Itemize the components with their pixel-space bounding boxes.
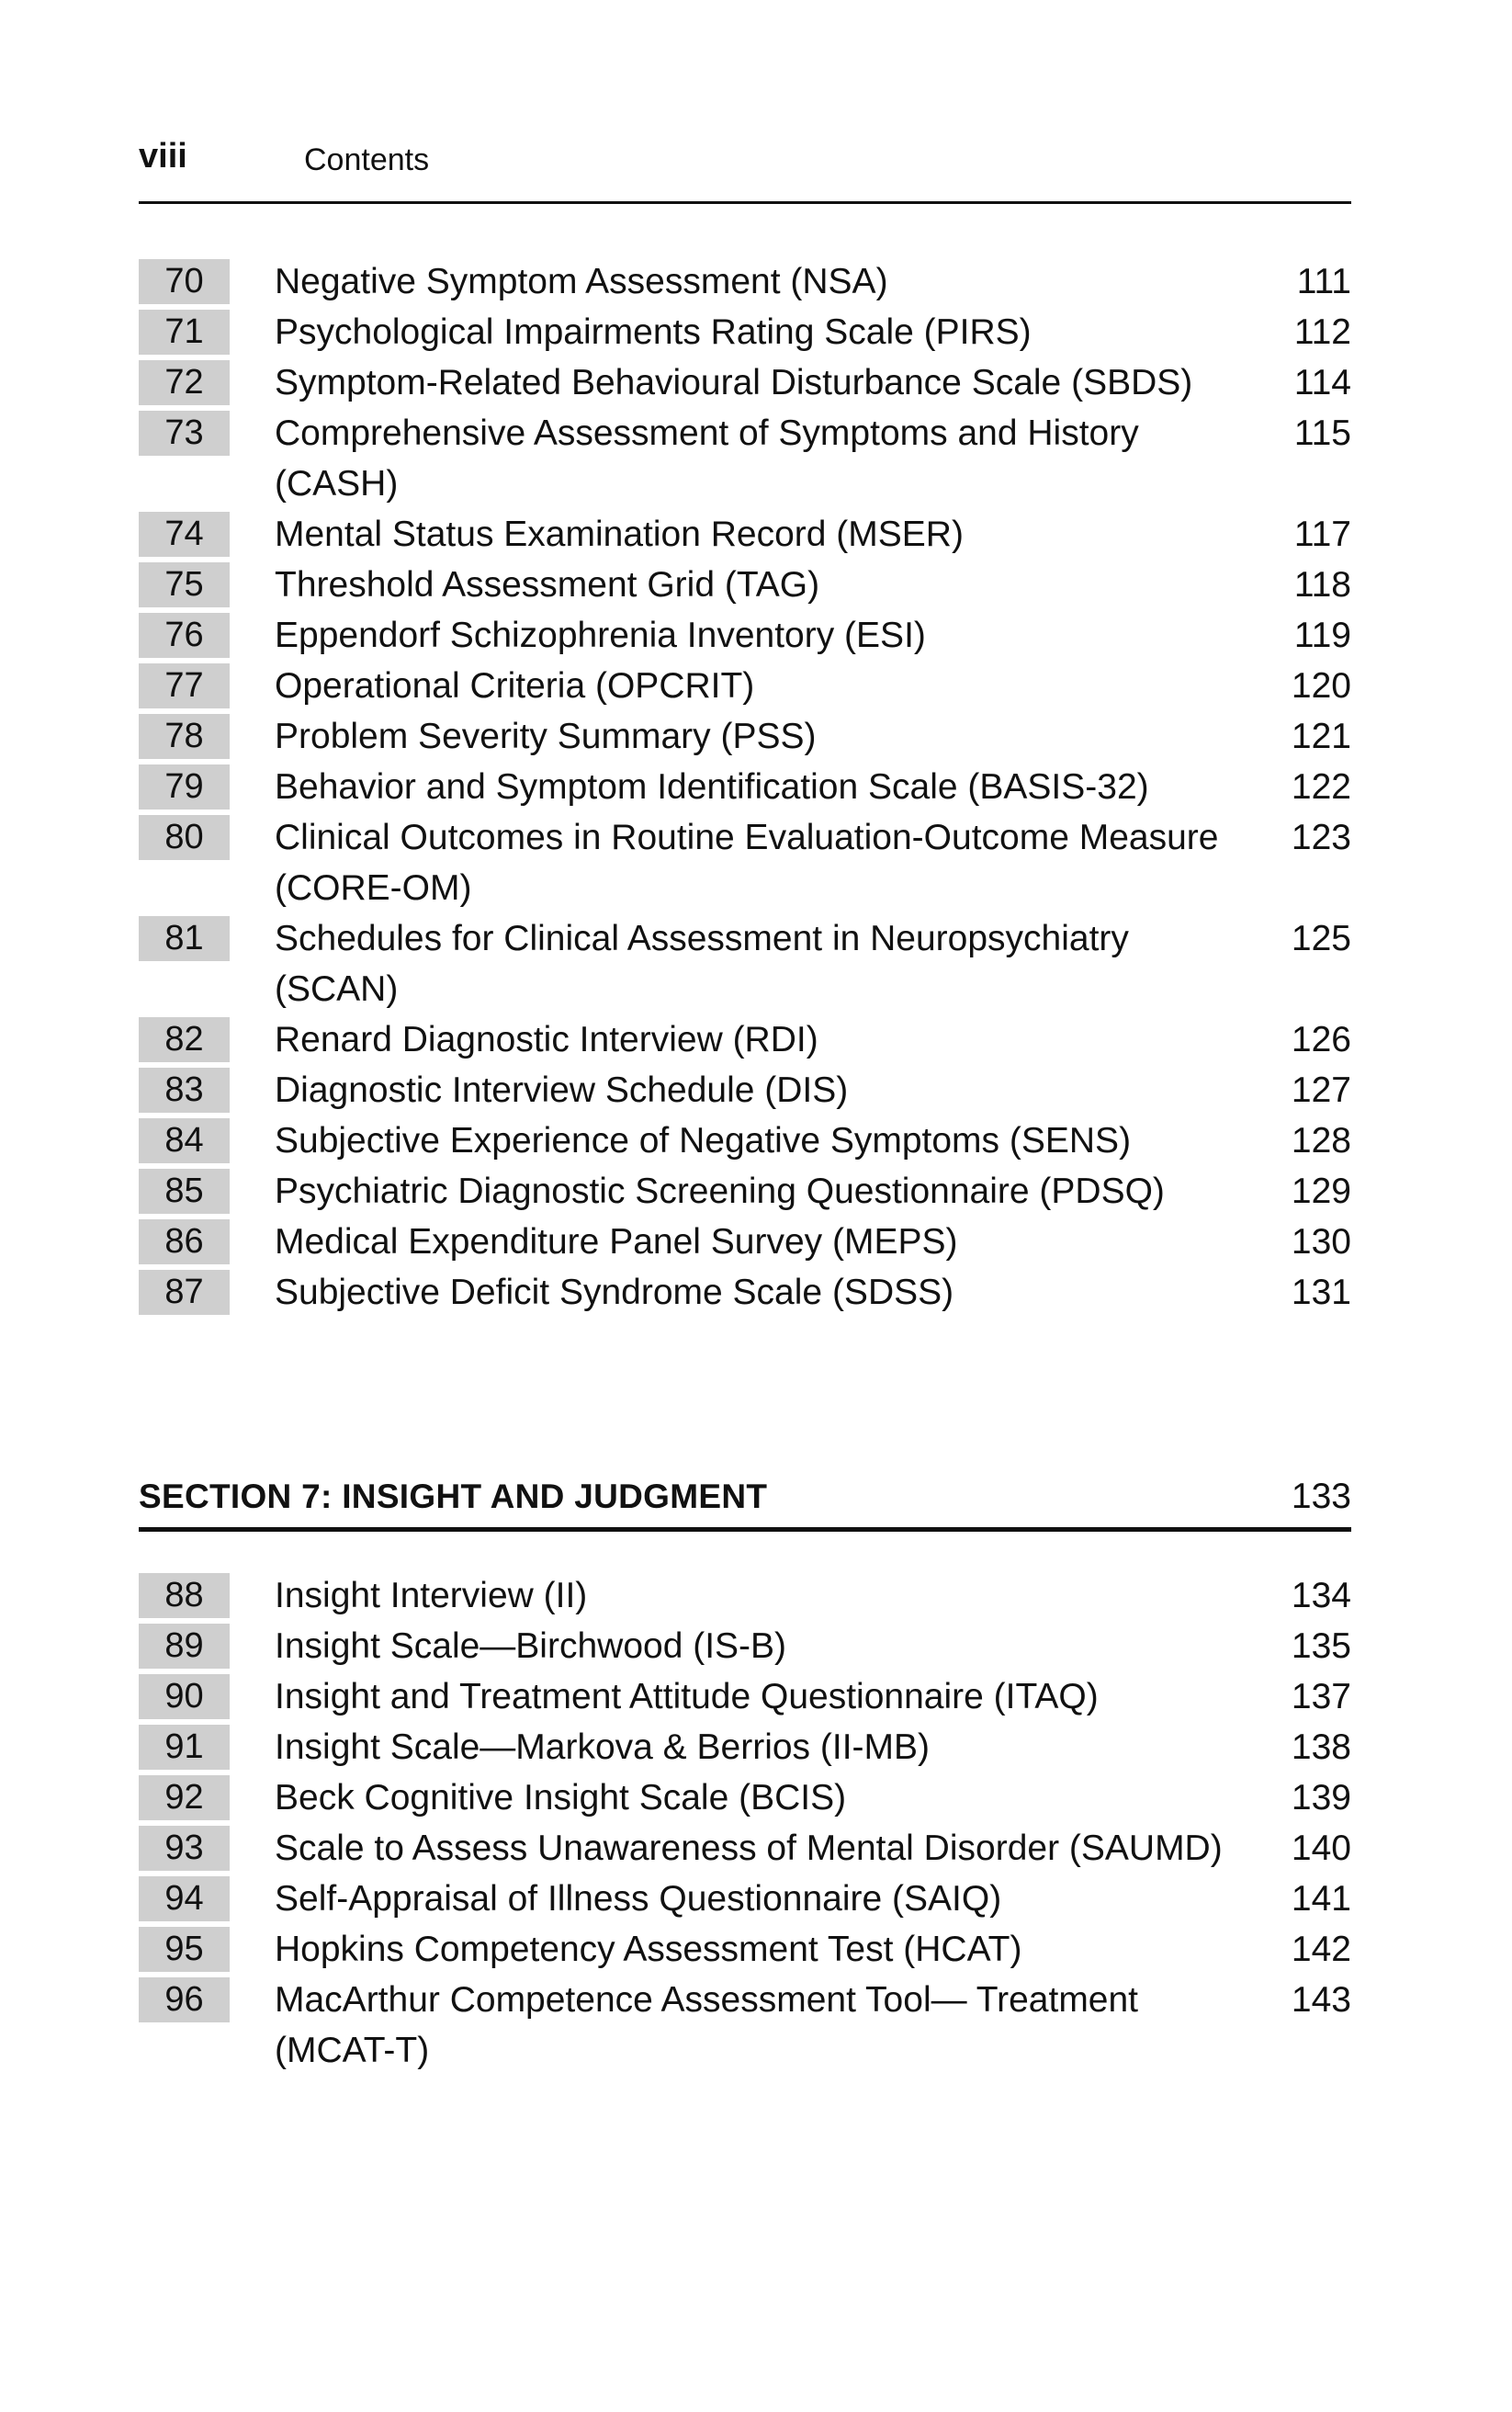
running-head-title: Contents (304, 142, 430, 177)
entry-title: Operational Criteria (OPCRIT) (275, 666, 755, 706)
entry-title: Diagnostic Interview Schedule (DIS) (275, 1070, 849, 1110)
entry-title: Mental Status Examination Record (MSER) (275, 515, 964, 554)
header-rule (139, 201, 1351, 204)
toc-entry[interactable] (139, 357, 1351, 408)
toc-entry[interactable] (139, 1621, 1351, 1671)
toc-entry[interactable] (139, 509, 1351, 560)
entry-page-number: 123 (1291, 818, 1351, 857)
toc-entry[interactable] (139, 1874, 1351, 1924)
entry-title: Psychological Impairments Rating Scale (PIRS) (275, 312, 1032, 352)
toc-entry[interactable] (139, 256, 1351, 307)
entry-title: Subjective Deficit Syndrome Scale (SDSS) (275, 1273, 954, 1312)
entry-page-number: 122 (1291, 767, 1351, 807)
entry-number-box: 75 (139, 562, 230, 607)
toc-entry[interactable] (139, 1671, 1351, 1722)
entry-page-number: 125 (1291, 919, 1351, 958)
toc-entry[interactable] (139, 762, 1351, 812)
entry-number-box: 83 (139, 1068, 230, 1113)
entry-number-box: 70 (139, 259, 230, 304)
entry-title: Threshold Assessment Grid (TAG) (275, 565, 820, 605)
entry-page-number: 112 (1293, 312, 1351, 352)
entry-number-box: 79 (139, 764, 230, 810)
entry-number-box: 71 (139, 310, 230, 355)
toc-entry[interactable] (139, 1166, 1351, 1217)
entry-number-box: 86 (139, 1219, 230, 1264)
entry-page-number: 142 (1291, 1930, 1351, 1969)
entry-number-box: 81 (139, 916, 230, 961)
entry-number-box: 84 (139, 1118, 230, 1163)
entry-page-number: 141 (1291, 1879, 1351, 1919)
entry-number-box: 76 (139, 613, 230, 658)
entry-number-box: 90 (139, 1674, 230, 1719)
toc-entry[interactable] (139, 1570, 1351, 1621)
toc-list-section-6 (139, 256, 1351, 1318)
entry-page-number: 129 (1291, 1172, 1351, 1211)
entry-title: Self-Appraisal of Illness Questionnaire (SAIQ) (275, 1879, 1002, 1919)
toc-entry[interactable] (139, 812, 1351, 913)
entry-page-number: 115 (1293, 413, 1351, 453)
entry-number-box: 87 (139, 1270, 230, 1315)
entry-number-box: 94 (139, 1876, 230, 1921)
entry-number-box: 82 (139, 1017, 230, 1062)
entry-page-number: 114 (1293, 363, 1351, 402)
toc-entry[interactable] (139, 1065, 1351, 1115)
toc-entry[interactable] (139, 913, 1351, 1014)
entry-page-number: 111 (1296, 262, 1351, 301)
toc-entry[interactable] (139, 560, 1351, 610)
entry-title: Beck Cognitive Insight Scale (BCIS) (275, 1778, 847, 1817)
entry-page-number: 139 (1291, 1778, 1351, 1817)
running-head (139, 133, 1351, 179)
toc-entry[interactable] (139, 1115, 1351, 1166)
entry-title: Psychiatric Diagnostic Screening Questionnaire (PDSQ) (275, 1172, 1165, 1211)
toc-entry[interactable] (139, 1217, 1351, 1267)
toc-entry[interactable] (139, 1267, 1351, 1318)
entry-title: Behavior and Symptom Identification Scale (BASIS-32) (275, 767, 1149, 807)
page-folio: viii (139, 137, 187, 176)
entry-number-box: 91 (139, 1725, 230, 1770)
entry-number-box: 93 (139, 1826, 230, 1871)
toc-entry[interactable] (139, 1014, 1351, 1065)
entry-page-number: 140 (1291, 1829, 1351, 1868)
toc-entry[interactable] (139, 1924, 1351, 1975)
entry-title: Problem Severity Summary (PSS) (275, 717, 817, 756)
entry-number-box: 78 (139, 714, 230, 759)
entry-number-box: 80 (139, 815, 230, 860)
entry-number-box: 96 (139, 1977, 230, 2022)
entry-title: Scale to Assess Unawareness of Mental Disorder (SAUMD) (275, 1829, 1223, 1868)
entry-title: Eppendorf Schizophrenia Inventory (ESI) (275, 616, 926, 655)
toc-entry[interactable] (139, 1975, 1351, 2076)
entry-title: Insight and Treatment Attitude Questionnaire (ITAQ) (275, 1677, 1099, 1716)
entry-number-box: 72 (139, 360, 230, 405)
toc-entry[interactable] (139, 408, 1351, 509)
entry-page-number: 135 (1291, 1626, 1351, 1666)
entry-title: Renard Diagnostic Interview (RDI) (275, 1020, 818, 1059)
toc-entry[interactable] (139, 307, 1351, 357)
entry-page-number: 131 (1291, 1273, 1351, 1312)
entry-page-number: 130 (1291, 1222, 1351, 1262)
toc-entry[interactable] (139, 610, 1351, 661)
section-heading[interactable] (139, 1471, 1351, 1523)
entry-page-number: 127 (1291, 1070, 1351, 1110)
entry-title: Subjective Experience of Negative Symptoms (SENS) (275, 1121, 1132, 1161)
entry-page-number: 126 (1291, 1020, 1351, 1059)
entry-page-number: 128 (1291, 1121, 1351, 1161)
entry-number-box: 74 (139, 512, 230, 557)
toc-entry[interactable] (139, 1823, 1351, 1874)
entry-number-box: 85 (139, 1169, 230, 1214)
entry-title: Comprehensive Assessment of Symptoms and History (CASH) (275, 413, 1139, 504)
section-page-number: 133 (1291, 1477, 1351, 1516)
toc-list-section-7 (139, 1570, 1351, 2076)
toc-entry[interactable] (139, 711, 1351, 762)
entry-page-number: 121 (1291, 717, 1351, 756)
toc-entry[interactable] (139, 1772, 1351, 1823)
entry-number-box: 73 (139, 411, 230, 456)
entry-title: Schedules for Clinical Assessment in Neuropsychiatry (SCAN) (275, 919, 1129, 1009)
section-rule (139, 1527, 1351, 1532)
entry-page-number: 143 (1291, 1980, 1351, 2020)
entry-page-number: 119 (1293, 616, 1351, 655)
entry-number-box: 92 (139, 1775, 230, 1820)
toc-entry[interactable] (139, 661, 1351, 711)
entry-title: Symptom-Related Behavioural Disturbance Scale (SBDS) (275, 363, 1193, 402)
entry-page-number: 118 (1293, 565, 1351, 605)
entry-number-box: 89 (139, 1624, 230, 1669)
entry-page-number: 138 (1291, 1727, 1351, 1767)
section-title: SECTION 7: INSIGHT AND JUDGMENT (139, 1478, 768, 1515)
entry-title: Insight Scale—Birchwood (IS-B) (275, 1626, 787, 1666)
entry-title: Negative Symptom Assessment (NSA) (275, 262, 888, 301)
entry-page-number: 137 (1291, 1677, 1351, 1716)
entry-title: Hopkins Competency Assessment Test (HCAT) (275, 1930, 1022, 1969)
entry-title: Clinical Outcomes in Routine Evaluation-Outcome Measure (CORE-OM) (275, 818, 1219, 908)
entry-number-box: 77 (139, 663, 230, 708)
entry-number-box: 88 (139, 1573, 230, 1618)
entry-page-number: 134 (1291, 1576, 1351, 1615)
toc-entry[interactable] (139, 1722, 1351, 1772)
entry-page-number: 120 (1291, 666, 1351, 706)
entry-title: Insight Interview (II) (275, 1576, 588, 1615)
entry-number-box: 95 (139, 1927, 230, 1972)
entry-title: Insight Scale—Markova & Berrios (II-MB) (275, 1727, 931, 1767)
entry-title: Medical Expenditure Panel Survey (MEPS) (275, 1222, 958, 1262)
entry-page-number: 117 (1293, 515, 1351, 554)
entry-title: MacArthur Competence Assessment Tool— Treatment (MCAT-T) (275, 1980, 1139, 2070)
